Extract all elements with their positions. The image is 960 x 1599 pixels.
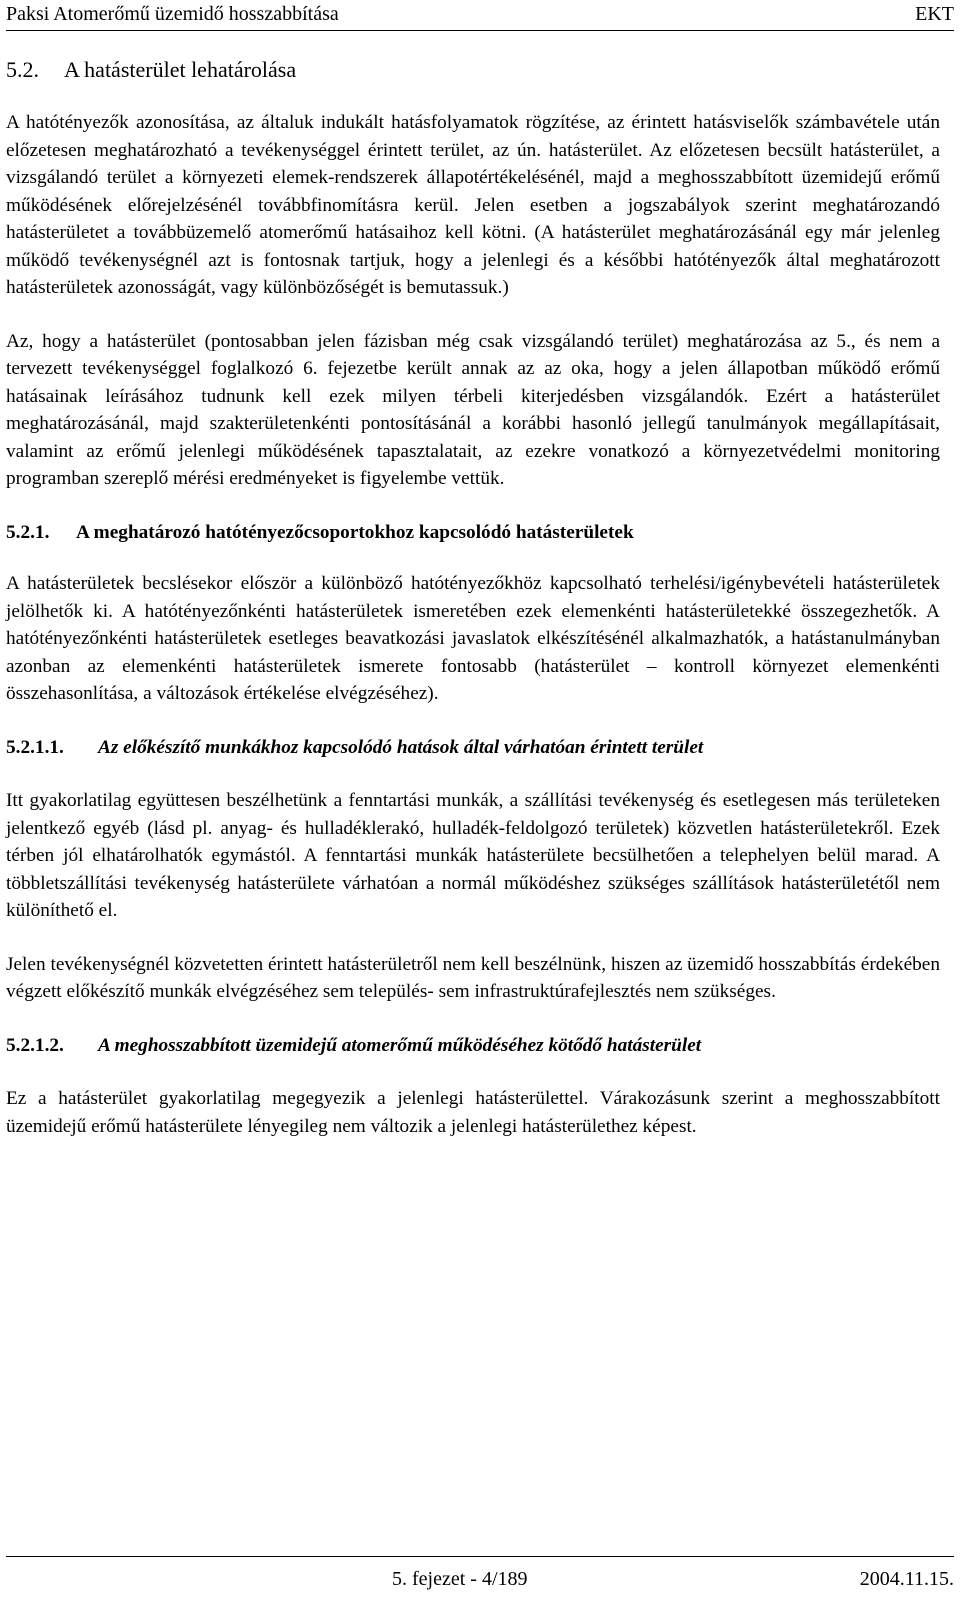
subsubsection-2-number: 5.2.1.2. [6, 1034, 64, 1056]
page-header [6, 0, 954, 31]
subsection-paragraph: A hatásterületek becslésekor először a különböző hatótényezőkhöz kapcsolható terhelési/igénybevételi hatásterületek jelölhetők ki. A hatótényezőnkénti hatásterületek ismeretében ezek elemenkénti hatásterületekké összegezhetők. A hatótényezőnkénti hatásterületek esetleges beavatkozási javaslatok elkészítésénél alkalmazhatók, a hatástanulmányban azonban az elemenkénti hatásterületek ismerete fontosabb (hatásterület – kontroll környezet elemenkénti összehasonlítása, a változások értékelése elvégzéséhez). [6, 573, 940, 704]
section-number: 5.2. [6, 57, 39, 82]
subsubsection-2-paragraph: Ez a hatásterület gyakorlatilag megegyezik a jelenlegi hatásterülettel. Várakozásunk szerint a meghosszabbított üzemidejű erőmű hatásterülete lényegileg nem változik a jelenlegi hatásterülethez képest. [6, 1088, 940, 1137]
section-paragraph-2: Az, hogy a hatásterület (pontosabban jelen fázisban még csak vizsgálandó terület) meghatározása az 5., és nem a tervezett tevékenységgel foglalkozó 6. fejezetbe került annak az az oka, hogy a jelen állapotban működő erőmű hatásainak leírásához tudnunk kell ezek milyen térbeli kiterjedésben vizsgálandók. Ezért a hatásterület meghatározásánál, majd szakterületenkénti pontosításánál a korábbi hasonló jellegű tanulmányok megállapításait, valamint az erőmű jelenlegi működésének tapasztalatait, az ezekre vonatkozó a környezetvédelmi monitoring programban szereplő mérési eredményeket is figyelembe vettük. [6, 330, 940, 489]
section-paragraph-1: A hatótényezők azonosítása, az általuk indukált hatásfolyamatok rögzítése, az érintett hatásviselők számbavétele után előzetesen meghatározható a tevékenységgel érintett terület, az ún. hatásterület. Az előzetesen becsült hatásterület, a vizsgálandó terület a környezeti elemek-rendszerek állapotértékelésénél, majd a meghosszabbított üzemidejű erőmű működésének előrejelzésénél továbbfinomításra kerül. Jelen esetben a jogszabályok szerint meghatározandó hatásterületet a továbbüzemelő atomerőmű hatásaihoz kell kötni. (A hatásterület meghatározásánál egy már jelenleg működő tevékenységnél azt is fontosnak tartjuk, hogy a jelenlegi és a későbbi hatótényezők által meghatározott hatásterületek azonosságát, vagy különbözőségét is bemutassuk.) [6, 112, 940, 298]
subsection-title: A meghatározó hatótényezőcsoportokhoz kapcsolódó hatásterületek [76, 521, 634, 543]
header-organization: EKT [915, 3, 954, 25]
footer-date: 2004.11.15. [859, 1568, 954, 1590]
section-title: A hatásterület lehatárolása [64, 57, 297, 82]
subsubsection-1-paragraph-1: Itt gyakorlatilag együttesen beszélhetünk a fenntartási munkák, a szállítási tevékenység és esetlegesen más területeken jelentkező egyéb (lásd pl. anyag- és hulladéklerakó, hulladék-feldolgozó területek) közvetlen hatásterületekről. Ezek térben jól elhatárolhatók egymástól. A fenntartási munkák hatásterülete becsülhetően a telephelyen belül marad. A többletszállítási tevékenység hatásterülete várhatóan a normál működéshez szükséges szállítások hatásterületétől nem különíthető el. [6, 790, 940, 921]
subsubsection-2-heading [6, 1032, 940, 1060]
header-document-title: Paksi Atomerőmű üzemidő hosszabbítása [6, 3, 339, 25]
subsubsection-2-title: A meghosszabbított üzemidejű atomerőmű működéséhez kötődő hatásterület [98, 1034, 702, 1056]
subsubsection-1-number: 5.2.1.1. [6, 736, 64, 758]
section-heading [6, 55, 940, 85]
subsubsection-1-title: Az előkészítő munkákhoz kapcsolódó hatások által várhatóan érintett terület [98, 736, 704, 758]
subsection-number: 5.2.1. [6, 521, 50, 543]
page-footer [6, 1556, 954, 1597]
document-body [6, 55, 940, 1140]
subsubsection-1-paragraph-2: Jelen tevékenységnél közvetetten érintett hatásterületről nem kell beszélnünk, hiszen az üzemidő hosszabbítás érdekében végzett előkészítő munkák elvégzéséhez sem település- sem infrastruktúrafejlesztés nem szükséges. [6, 953, 940, 1002]
subsubsection-1-heading [6, 734, 940, 762]
subsection-heading [6, 519, 940, 547]
footer-page-number: 5. fejezet - 4/189 [392, 1568, 528, 1590]
